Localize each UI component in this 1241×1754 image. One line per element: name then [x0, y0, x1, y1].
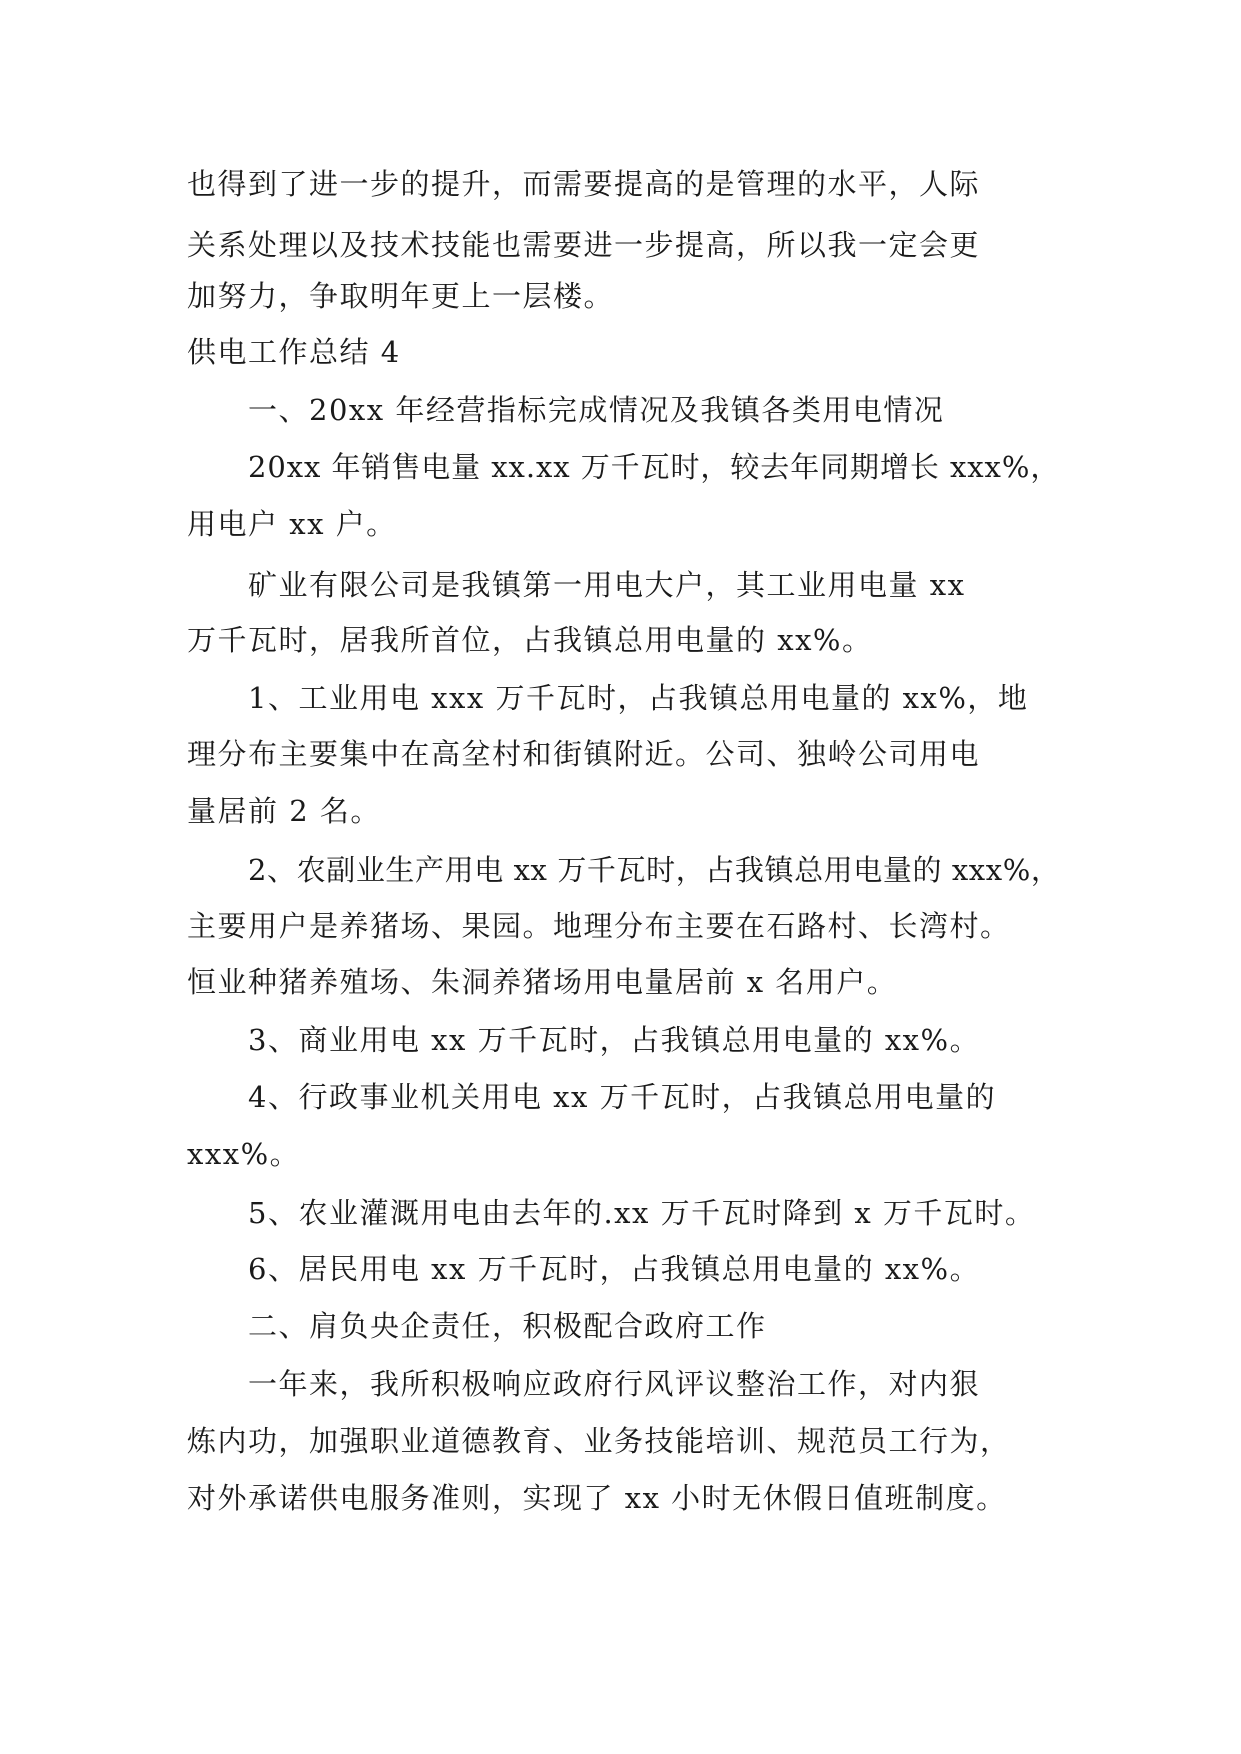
subsection-heading: 二、肩负央企责任，积极配合政府工作	[248, 1309, 767, 1343]
text-line: 主要用户是养猪场、果园。地理分布主要在石路村、长湾村。	[187, 909, 1011, 943]
text-line: 量居前 2 名。	[187, 794, 381, 828]
text-line: 4、行政事业机关用电 xx 万千瓦时，占我镇总用电量的	[248, 1080, 997, 1114]
text-line: 2、农副业生产用电 xx 万千瓦时，占我镇总用电量的 xxx%，	[248, 853, 1061, 887]
text-line: 一年来，我所积极响应政府行风评议整治工作，对内狠	[248, 1367, 981, 1401]
text-line: 1、工业用电 xxx 万千瓦时，占我镇总用电量的 xx%，地	[248, 681, 1029, 715]
text-line: 加努力，争取明年更上一层楼。	[187, 279, 615, 313]
text-line: 5、农业灌溉用电由去年的.xx 万千瓦时降到 x 万千瓦时。	[248, 1196, 1036, 1230]
text-line: 炼内功，加强职业道德教育、业务技能培训、规范员工行为，	[187, 1424, 1011, 1458]
text-line: 矿业有限公司是我镇第一用电大户，其工业用电量 xx	[248, 568, 966, 602]
text-line: 用电户 xx 户。	[187, 507, 397, 541]
text-line: 20xx 年销售电量 xx.xx 万千瓦时，较去年同期增长 xxx%，	[248, 450, 1061, 484]
text-line: 万千瓦时，居我所首位，占我镇总用电量的 xx%。	[187, 623, 873, 657]
text-line: 关系处理以及技术技能也需要进一步提高，所以我一定会更	[187, 228, 981, 262]
text-line: 理分布主要集中在高坌村和街镇附近。公司、独岭公司用电	[187, 737, 981, 771]
text-line: 6、居民用电 xx 万千瓦时，占我镇总用电量的 xx%。	[248, 1252, 981, 1286]
text-line: 对外承诺供电服务准则，实现了 xx 小时无休假日值班制度。	[187, 1481, 1007, 1515]
text-line: 3、商业用电 xx 万千瓦时，占我镇总用电量的 xx%。	[248, 1023, 981, 1057]
text-line: 也得到了进一步的提升，而需要提高的是管理的水平，人际	[187, 167, 981, 201]
subsection-heading: 一、20xx 年经营指标完成情况及我镇各类用电情况	[248, 393, 945, 427]
section-heading: 供电工作总结 4	[187, 335, 401, 369]
text-line: 恒业种猪养殖场、朱洞养猪场用电量居前 x 名用户。	[187, 965, 898, 999]
text-line: xxx%。	[187, 1137, 301, 1171]
